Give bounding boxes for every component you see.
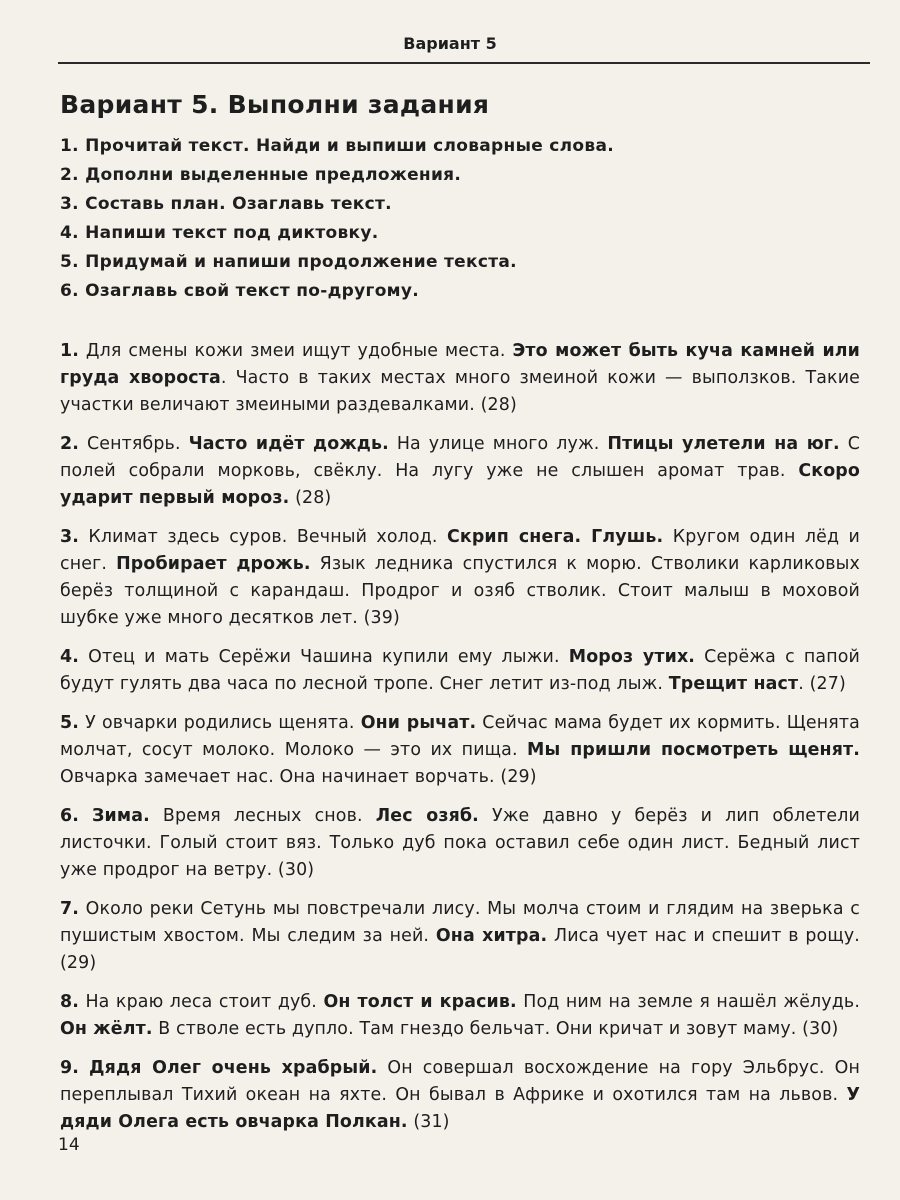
dictation-paragraph	[60, 710, 860, 791]
paragraph-text: Лиса чует нас и спешит в рощу. (29)	[60, 926, 860, 973]
task-item: 4. Напиши текст под диктовку.	[60, 223, 379, 243]
highlighted-sentence: Зима.	[92, 806, 150, 826]
dictation-paragraph	[60, 1055, 860, 1136]
paragraph-text: Язык ледника спустился к морю. Стволики карликовых берёз толщиной с карандаш. Продрог и озяб стволик. Стоит малыш в моховой шубке уже много десятков лет. (39)	[60, 554, 860, 628]
highlighted-sentence: 5.	[60, 713, 80, 733]
page-number: 14	[58, 1135, 80, 1155]
paragraph-text: Сентябрь.	[79, 434, 189, 454]
highlighted-sentence: Он толст и красив.	[323, 992, 517, 1012]
highlighted-sentence: 1.	[60, 341, 80, 361]
paragraph-text: Время лесных снов.	[149, 806, 376, 826]
paragraph-text: . (27)	[798, 674, 846, 694]
highlighted-sentence: Дядя Олег очень храбрый.	[89, 1058, 378, 1078]
running-header: Вариант 5	[403, 34, 497, 53]
highlighted-sentence: Скрип снега. Глушь.	[446, 527, 664, 547]
paragraph-text	[79, 806, 92, 826]
paragraph-text: (31)	[407, 1112, 450, 1132]
highlighted-sentence: Скоро ударит первый мороз.	[60, 461, 860, 508]
paragraph-text: . Часто в таких местах много змеиной кожи — выползков. Такие участки величают змеиными раздевалками. (28)	[60, 368, 861, 415]
header-divider	[58, 62, 870, 64]
highlighted-sentence: 3.	[60, 527, 80, 547]
dictation-texts	[60, 338, 860, 1148]
highlighted-sentence: 2.	[60, 434, 80, 454]
highlighted-sentence: Мы пришли посмотреть щенят.	[527, 740, 860, 760]
paragraph-text	[79, 1058, 89, 1078]
paragraph-text: Для смены кожи змеи ищут удобные места.	[79, 341, 513, 361]
dictation-paragraph	[60, 896, 860, 977]
dictation-paragraph	[60, 524, 860, 632]
highlighted-sentence: 8.	[60, 992, 80, 1012]
paragraph-text: Уже давно у берёз и лип облетели листочки. Голый стоит вяз. Только дуб пока оставил себе один лист. Бедный лист уже продрог на ветру. (30)	[60, 806, 860, 880]
task-item: 5. Придумай и напиши продолжение текста.	[60, 252, 517, 272]
paragraph-text: Серёжа с папой будут гулять два часа по лесной тропе. Снег летит из-под лыж.	[60, 647, 860, 694]
paragraph-text: На улице много луж.	[388, 434, 608, 454]
task-item: 1. Прочитай текст. Найди и выпиши словарные слова.	[60, 136, 614, 156]
dictation-paragraph	[60, 338, 860, 419]
task-item: 6. Озаглавь свой текст по-другому.	[60, 281, 420, 301]
paragraph-text: Он совершал восхождение на гору Эльбрус. Он переплывал Тихий океан на яхте. Он бывал в Африке и охотился там на львов.	[60, 1058, 860, 1105]
paragraph-text: Отец и мать Серёжи Чашина купили ему лыжи.	[79, 647, 569, 667]
highlighted-sentence: Часто идёт дождь.	[188, 434, 389, 454]
highlighted-sentence: 4.	[60, 647, 80, 667]
paragraph-text: (28)	[289, 488, 332, 508]
paragraph-text: Овчарка замечает нас. Она начинает ворчать. (29)	[60, 767, 537, 787]
dictation-paragraph	[60, 803, 860, 884]
highlighted-sentence: Он жёлт.	[60, 1019, 153, 1039]
highlighted-sentence: У дяди Олега есть овчарка Полкан.	[60, 1085, 860, 1132]
paragraph-text: В стволе есть дупло. Там гнездо бельчат. Они кричат и зовут маму. (30)	[152, 1019, 839, 1039]
paragraph-text: Сейчас мама будет их кормить. Щенята молчат, сосут молоко. Молоко — это их пища.	[60, 713, 860, 760]
highlighted-sentence: Это может быть куча камней или груда хвороста	[60, 341, 861, 388]
highlighted-sentence: Мороз утих.	[568, 647, 696, 667]
paragraph-text: С полей собрали морковь, свёклу. На лугу уже не слышен аромат трав.	[60, 434, 860, 481]
paragraph-text: Под ним на земле я нашёл жёлудь.	[516, 992, 861, 1012]
paragraph-text: Около реки Сетунь мы повстречали лису. Мы молча стоим и глядим на зверька с пушистым хвостом. Мы следим за ней.	[60, 899, 860, 946]
paragraph-text: У овчарки родились щенята.	[79, 713, 361, 733]
task-item: 3. Составь план. Озаглавь текст.	[60, 194, 392, 214]
highlighted-sentence: Пробирает дрожь.	[116, 554, 311, 574]
dictation-paragraph	[60, 644, 860, 698]
task-item: 2. Дополни выделенные предложения.	[60, 165, 462, 185]
dictation-paragraph	[60, 431, 860, 512]
highlighted-sentence: Птицы улетели на юг.	[607, 434, 840, 454]
highlighted-sentence: Она хитра.	[435, 926, 548, 946]
highlighted-sentence: Трещит наст	[668, 674, 799, 694]
dictation-paragraph	[60, 989, 860, 1043]
paragraph-text: Климат здесь суров. Вечный холод.	[79, 527, 447, 547]
task-list	[60, 132, 860, 306]
paragraph-text: На краю леса стоит дуб.	[79, 992, 324, 1012]
highlighted-sentence: 6.	[60, 806, 80, 826]
section-title: Вариант 5. Выполни задания	[60, 90, 490, 119]
highlighted-sentence: Они рычат.	[360, 713, 477, 733]
highlighted-sentence: 7.	[60, 899, 80, 919]
paragraph-text: Кругом один лёд и снег.	[60, 527, 860, 574]
highlighted-sentence: 9.	[60, 1058, 80, 1078]
highlighted-sentence: Лес озяб.	[375, 806, 479, 826]
